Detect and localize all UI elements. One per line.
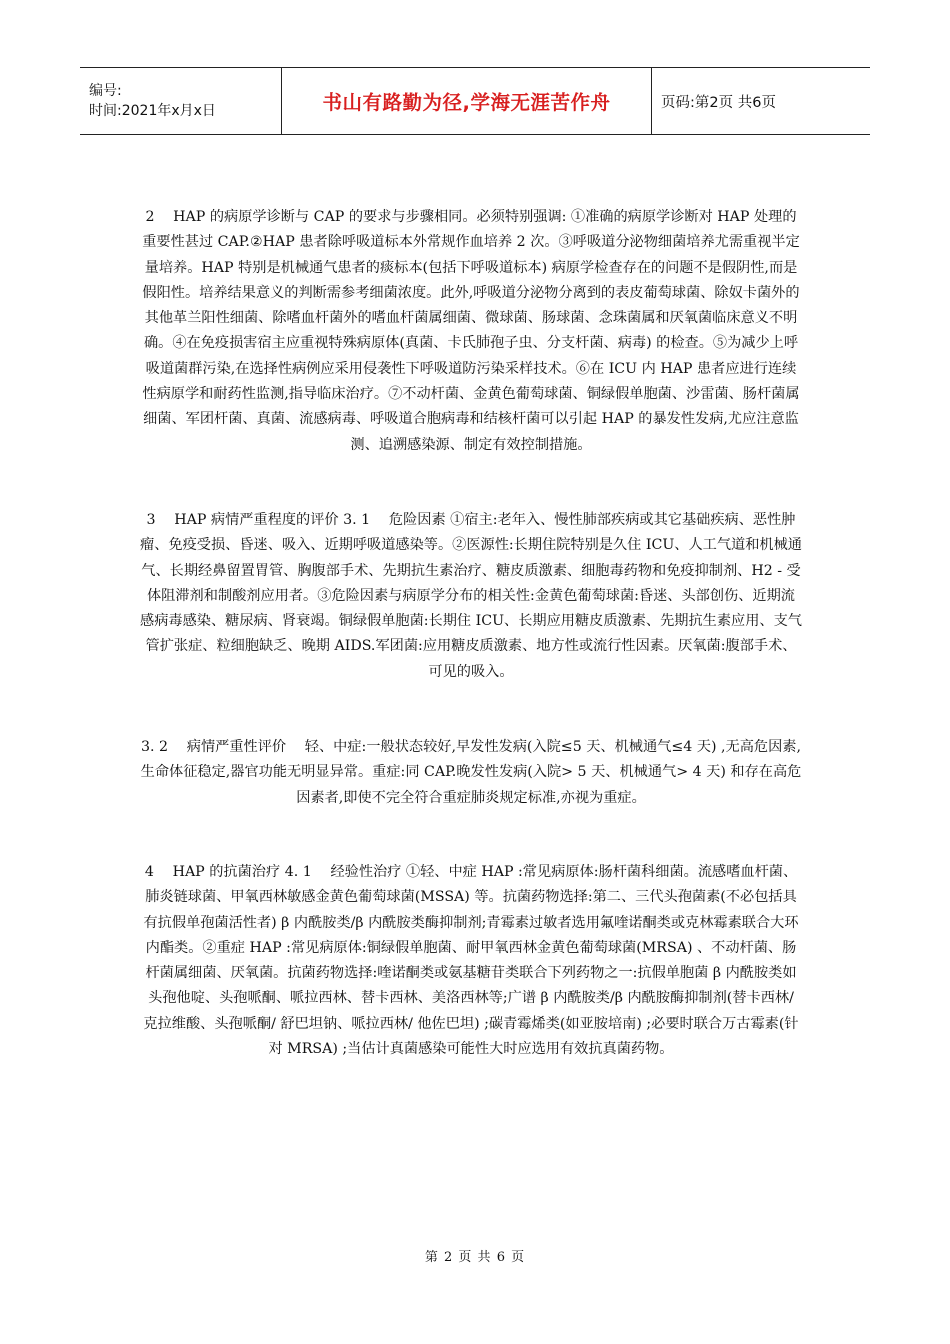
document-number-label: 编号:	[89, 83, 122, 99]
document-time-label: 时间:2021年x月x日	[89, 103, 216, 119]
paragraph-hap-severity-risk-factors: 3 HAP 病情严重程度的评价 3. 1 危险因素 ①宿主:老年入、慢性肺部疾病或其它基础疾病、恶性肿瘤、免疫受损、昏迷、吸入、近期呼吸道感染等。②医源性:长期住院特别是久住 ICU、人工气道和机械通气、长期经鼻留置胃管、胸腹部手术、先期抗生素治疗、糖皮质激素、细胞毒药物和免疫抑制剂、H2 - 受体阻滞剂和制酸剂应用者。③危险因素与病原学分布的相关性:金黄色葡萄球菌:昏迷、头部创伤、近期流感病毒感染、糖尿病、肾衰竭。铜绿假单胞菌:长期住 ICU、长期应用糖皮质激素、先期抗生素应用、支气管扩张症、粒细胞缺乏、晚期 AIDS.军团菌:应用糖皮质激素、地方性或流行性因素。厌氧菌:腹部手术、可见的吸入。	[140, 511, 802, 680]
header-page-number: 页码:第2页 共6页	[661, 94, 776, 111]
header-page-cell	[652, 68, 870, 134]
header-motto-cell	[282, 68, 652, 134]
document-header	[80, 67, 870, 135]
header-meta-cell	[80, 68, 282, 134]
paragraph-hap-severity-evaluation: 3. 2 病情严重性评价 轻、中症:一般状态较好,早发性发病(入院≤5 天、机械通气≤4 天) ,无高危因素,生命体征稳定,器官功能无明显异常。重症:同 CAP.晚发性发病(入院> 5 天、机械通气> 4 天) 和存在高危因素者,即使不完全符合重症肺炎规定标准,亦视为重症。	[140, 739, 802, 806]
document-body	[140, 205, 802, 1062]
footer-page-number: 第 2 页 共 6 页	[424, 1250, 526, 1265]
header-motto: 书山有路勤为径,学海无涯苦作舟	[322, 91, 611, 114]
page-footer	[0, 1246, 950, 1265]
paragraph-hap-pathogen-diagnosis: 2 HAP 的病原学诊断与 CAP 的要求与步骤相同。必须特别强调: ①准确的病原学诊断对 HAP 处理的重要性甚过 CAP.②HAP 患者除呼吸道标本外常规作血培养 2 次。③呼吸道分泌物细菌培养尤需重视半定量培养。HAP 特别是机械通气患者的痰标本(包括下呼吸道标本) 病原学检查存在的问题不是假阴性,而是假阳性。培养结果意义的判断需参考细菌浓度。此外,呼吸道分泌物分离到的表皮葡萄球菌、除奴卡菌外的其他革兰阳性细菌、除嗜血杆菌外的嗜血杆菌属细菌、微球菌、肠球菌、念珠菌属和厌氧菌临床意义不明确。④在免疫损害宿主应重视特殊病原体(真菌、卡氏肺孢子虫、分支杆菌、病毒) 的检查。⑤为减少上呼吸道菌群污染,在选择性病例应采用侵袭性下呼吸道防污染采样技术。⑥在 ICU 内 HAP 患者应进行连续性病原学和耐药性监测,指导临床治疗。⑦不动杆菌、金黄色葡萄球菌、铜绿假单胞菌、沙雷菌、肠杆菌属细菌、军团杆菌、真菌、流感病毒、呼吸道合胞病毒和结核杆菌可以引起 HAP 的暴发性发病,尤应注意监测、追溯感染源、制定有效控制措施。	[142, 209, 800, 453]
paragraph-hap-antibiotic-treatment: 4 HAP 的抗菌治疗 4. 1 经验性治疗 ①轻、中症 HAP :常见病原体:肠杆菌科细菌。流感嗜血杆菌、肺炎链球菌、甲氧西林敏感金黄色葡萄球菌(MSSA) 等。抗菌药物选择:第二、三代头孢菌素(不必包括具有抗假单孢菌活性者) β 内酰胺类/β 内酰胺类酶抑制剂;青霉素过敏者选用氟喹诺酮类或克林霉素联合大环内酯类。②重症 HAP :常见病原体:铜绿假单胞菌、耐甲氧西林金黄色葡萄球菌(MRSA) 、不动杆菌、肠杆菌属细菌、厌氧菌。抗菌药物选择:喹诺酮类或氨基糖苷类联合下列药物之一:抗假单胞菌 β 内酰胺类如头孢他啶、头孢哌酮、哌拉西林、替卡西林、美洛西林等;广谱 β 内酰胺类/β 内酰胺酶抑制剂(替卡西林/ 克拉维酸、头孢哌酮/ 舒巴坦钠、哌拉西林/ 他佐巴坦) ;碳青霉烯类(如亚胺培南) ;必要时联合万古霉素(针对 MRSA) ;当估计真菌感染可能性大时应选用有效抗真菌药物。	[143, 863, 799, 1058]
